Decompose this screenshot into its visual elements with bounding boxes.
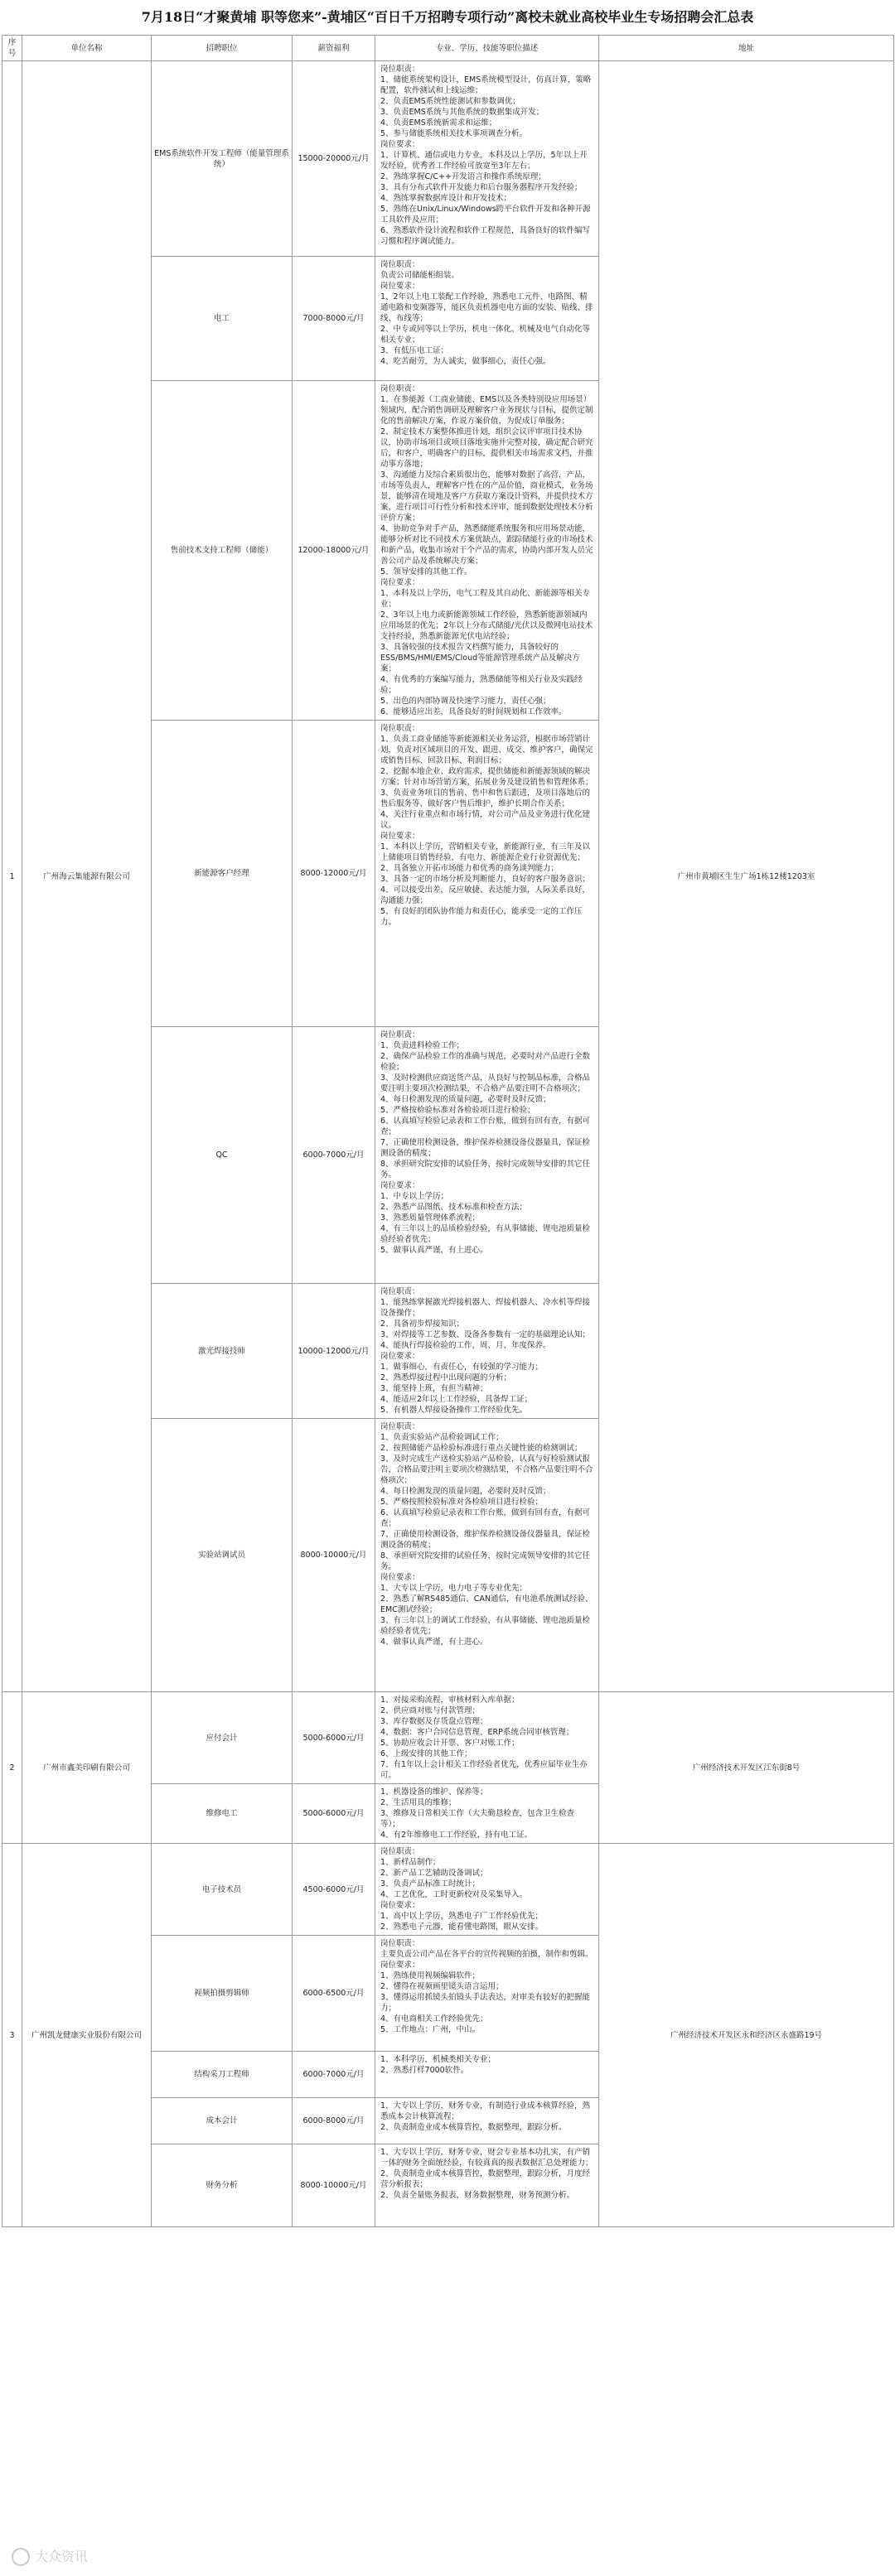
description-line: 2、熟悉了解RS485通信、CAN通信，有电池系统测试经验、EMC测试经验； [380,1594,593,1614]
description-line: 3、沟通能力及综合素质很出色，能够对数据了高营，产品，市场等负责人，理解客户性在的产品价值，商业模式，业务场景，能够清在境地及客户方获取方案设计资料，并提供技术方案，进行项目可行性分析和技术评审，能到数据处理技术分析评价方案； [380,470,593,523]
description-line: 6、熟悉软件设计流程和软件工程规范，具备良好的软件编写习惯和程序调试能力。 [380,226,591,246]
job-description [375,2098,599,2144]
job-description [375,2144,599,2227]
description-line: 1、大专以上学历，电力电子等专业优先； [380,1584,528,1593]
description-line: 2、熟悉电子元器，能看懂电路图，眼从安排。 [380,1922,544,1932]
description-line: 2、懂得在视频画里镜头语言运用； [380,1982,504,1991]
job-title: 售前技术支持工程师（储能） [152,381,293,721]
description-line: 2、熟悉焊接过程中出现问题的分析； [380,1373,512,1382]
company-address: 广州经济技术开发区江东街8号 [599,1692,894,1844]
description-line: 3、有三年以上的调试工作经验，有从事储能、锂电池质量检验经验者优先； [380,1616,591,1636]
description-line: 2、中专或同等以上学历，机电一体化、机械及电气自动化等相关专业； [380,325,591,345]
description-line: 3、负责业务项目的售前、售中和售后跟进，及项目落地后的售后服务等、做好客户售后维护，维护长期合作关系； [380,789,591,808]
description-line: 2、负责制造业成本核算管控，数据整理，跟踪分析。 [380,2123,567,2132]
description-line: 2、负责EMS系统性能测试和参数调优； [380,97,520,106]
description-line: 2、新产品工艺辅助设备调试； [380,1869,488,1878]
description-line: 4、熟练掌握数据库设计和开发技术； [380,194,512,203]
description-line: 4、可以接受出差，反应敏捷、表达能力强，人际关系良好，沟通能力强； [380,885,591,905]
description-line: 岗位要求： [380,1352,420,1361]
row-number: 1 [2,61,22,1692]
description-line: 1、计算机、通信或电力专业，本科及以上学历，5年以上开发经验，优秀者工作经验可放宽至3年左右； [380,151,588,171]
header-position: 招聘职位 [152,36,293,61]
watermark [12,2546,88,2567]
description-line: 1、熟练使用视频编辑软件； [380,1971,481,1980]
description-line: 5、有机器人焊接设备操作工作经验优先。 [380,1406,528,1415]
description-line: 3、及时完成生产送检实验站产品检验，认真与好检验测试报告，合格品要注明主要项次检测结果，不合格产品要注明不合格项次； [380,1454,593,1485]
job-title: 维修电工 [152,1784,293,1844]
job-title: EMS系统软件开发工程师（能量管理系统） [152,61,293,257]
description-line: 1、中专以上学历； [380,1192,449,1201]
job-description [375,61,599,257]
description-line: 1、新样品制作； [380,1858,441,1867]
description-line: 1、对接采购流程，审核材料入库单据； [380,1696,520,1705]
company-address: 广州经济技术开发区永和经济区永盛路19号 [599,1844,894,2227]
recruitment-table [2,35,894,2227]
description-line: 4、负责EMS系统新需求和运维； [380,118,497,128]
company-name: 广州市鑫美印刷有限公司 [22,1692,152,1844]
description-line: 1、做事细心，有责任心，有较强的学习能力； [380,1363,544,1372]
row-number: 3 [2,1844,22,2227]
description-line: 4、数据：客户合同信息管理、ERP系统合同审核管理； [380,1728,574,1737]
description-line: 2、熟练掌握C/C++开发语言和操作系统原理； [380,172,546,181]
job-title: 财务分析 [152,2144,293,2227]
description-line: 5、工作地点：广州，中山。 [380,2025,481,2034]
job-description [375,1284,599,1419]
header-description: 专业、学历、技能等职位描述 [375,36,599,61]
description-line: 1、能熟练掌握激光焊接机器人、焊接机器人、冷水机等焊接设备操作； [380,1298,591,1318]
description-line: 岗位要求： [380,282,420,291]
description-line: 岗位要求： [380,1961,420,1970]
description-line: 负责公司储能柜组装。 [380,271,460,280]
description-line: 5、协助应收会计开票、客户对账工作； [380,1739,520,1748]
description-line: 8、承担研究院安排的试验任务，按时完成领导安排的其它任务。 [380,1551,591,1571]
table-row [2,1692,894,1784]
job-salary: 5000-6000元/月 [293,1784,375,1844]
description-line: 3、负责EMS系统与其他系统的数据集成开发； [380,108,544,117]
description-line: 1、大专以上学历，财务专业，财会专业基本功扎实，有产销一体的财务全面统经验，有较真真的报表数据汇总处理能力； [380,2148,593,2168]
watermark-text: 大众资讯 [35,2548,89,2564]
description-line: 3、具有分布式软件开发能力和后台服务器程序开发经验； [380,183,583,192]
description-line: 3、维修及日常相关工作（大夫勤恳检查，包含卫生检查等）； [380,1809,575,1829]
description-line: 1、机器设备的维护、保养等； [380,1787,488,1797]
company-address: 广州市黄埔区生生广场1栋12楼1203室 [599,61,894,1692]
description-line: 4、吃苦耐劳，为人诚实，做事细心，责任心强。 [380,357,551,366]
description-line: 7、正确使用检测设备，维护保养检测设备仪器量具，保证检测设备的精度； [380,1138,591,1158]
description-line: 5、出色的内部协调及快速学习能力，责任心强； [380,697,551,706]
job-title: 电子技术员 [152,1844,293,1936]
description-line: 3、具备较强的技术报告文档撰写能力，具备较好的ESS/BMS/HMI/EMS/Cloud等能源管理系统产品及解决方案； [380,643,580,673]
job-description [375,1692,599,1784]
description-line: 4、工艺优化，工时更新校对及采集导入。 [380,1890,528,1899]
description-line: 4、有电商相关工作经验优先； [380,2014,488,2024]
job-title: 视频拍摄剪辑师 [152,1936,293,2052]
header-company: 单位名称 [22,36,152,61]
description-line: 2、生活用具的维修； [380,1798,457,1807]
description-line: 2、熟悉产品图纸、技术标准和检查方法； [380,1203,528,1212]
description-line: 6、认真填写检验记录表和工作台账，做到有回有查，有据可查； [380,1117,591,1136]
description-line: 岗位职责： [380,260,420,269]
description-line: 岗位职责： [380,384,420,393]
description-line: 岗位职责： [380,1287,420,1296]
description-line: 4、有2年维修电工工作经验，持有电工证。 [380,1831,533,1840]
table-row [2,61,894,257]
description-line: 2、制定技术方案整体推进计划，组织会议评审项目技术协议，协助市场项目或项目落地实施并完整对接，确定配合研究后，和客户，明确客户的目标，提供相关市场需求文档，并推动事方落地； [380,427,593,469]
description-line: 5、做事认真严谨，有上进心。 [380,1246,488,1255]
description-line: 2、3年以上电力或新能源领域工作经验，熟悉新能源领域内应用场景的优先；2年以上分布式储能/光伏以及微网电站技术支持经验，熟悉新能源光伏电站经验； [380,610,593,641]
job-description [375,381,599,721]
job-salary: 6000-7000元/月 [293,2052,375,2098]
company-name: 广州海云集能源有限公司 [22,61,152,1692]
job-description [375,1844,599,1936]
job-salary: 5000-6000元/月 [293,1692,375,1784]
description-line: 主要负责公司产品在各平台的宣传视频的拍摄，制作和剪辑。 [380,1950,593,1959]
job-title: 结构采刀工程师 [152,2052,293,2098]
description-line: 7、正确使用检测设备，维护保养检测设备仪器量具，保证检测设备的精度； [380,1530,591,1550]
description-line: 岗位职责： [380,724,420,733]
description-line: 2、按照储能产品检验标准进行重点关键性能的检测调试； [380,1444,583,1453]
job-salary: 8000-12000元/月 [293,721,375,1027]
description-line: 5、严格按检验标准对各检验项目进行检验； [380,1106,535,1115]
job-salary: 8000-10000元/月 [293,2144,375,2227]
job-salary: 15000-20000元/月 [293,61,375,257]
description-line: 3、能坚持上班，有担当精神； [380,1384,488,1393]
job-salary: 6000-8000元/月 [293,2098,375,2144]
description-line: 1、储能系统架构设计，EMS系统模型设计，仿真计算，策略配置，软件测试和上线运维； [380,75,592,95]
description-line: 岗位职责： [380,1422,420,1431]
watermark-logo-icon [12,2548,30,2566]
job-salary: 8000-10000元/月 [293,1419,375,1692]
description-line: 岗位要求： [380,1573,420,1582]
description-line: 3、有低压电工证； [380,346,449,355]
description-line: 2、挖掘本地企业、政府需求，提供储能和新能源领域的解决方案；针对市场营销方案，拓展业务及建设销售和管理体系； [380,767,593,787]
job-description [375,1027,599,1284]
description-line: 2、熟悉打样7000软件。 [380,2066,469,2075]
page-title: 7月18日“才聚黄埔 职等您来”-黄埔区“百日千万招聘专项行动”离校未就业高校毕业生专场招聘会汇总表 [141,9,754,25]
description-line: 5、熟练在Unix/Linux/Windows跨平台软件开发和各种开源工具软件及应用； [380,205,591,224]
description-line: 5、严格按照检验标准对各检验项目进行检验； [380,1498,544,1507]
row-number: 2 [2,1692,22,1844]
description-line: 4、每日检测发现的质量问题，必要时及时反馈； [380,1487,551,1496]
job-title: QC [152,1027,293,1284]
description-line: 3、对焊接等工艺参数、设备各参数有一定的基础理论认知； [380,1330,591,1339]
job-salary: 10000-12000元/月 [293,1284,375,1419]
description-line: 岗位职责： [380,1030,420,1040]
description-line: 8、承担研究院安排的试验任务，按时完成领导安排的其它任务。 [380,1160,591,1179]
description-line: 1、本科及以上学历，电气工程及其自动化、新能源等相关专业； [380,589,591,609]
description-line: 1、在参能源（工商业储能、EMS以及各类特别设应用场景）领域内，配合销售调研及理解客户业务现状与目标，提供定制化的售前解决方案，作说方案价值，为促成订单服务； [380,395,593,426]
description-line: 1、本科学历，机械类相关专业； [380,2055,496,2064]
job-salary: 12000-18000元/月 [293,381,375,721]
job-description [375,1419,599,1692]
description-line: 4、协助竞争对手产品，熟悉储能系统服务和应用场景动能，能够分析对比不同技术方案优缺点，跟踪储能行业的市场技术和新产品，收集市场对于个产品的需求，协助内部开发人员完善公司产品及系统解决方案； [380,524,593,566]
description-line: 岗位要求： [380,832,420,841]
description-line: 3、熟悉质量管理体系流程； [380,1213,481,1223]
description-line: 3、懂得运用抓镜头拍镜头手法表达，对审美有较好的把握能力； [380,1993,591,2013]
job-salary: 6000-6500元/月 [293,1936,375,2052]
job-description [375,257,599,381]
description-line: 1、负责实验站产品检验调试工作； [380,1433,504,1442]
description-line: 岗位要求： [380,1901,420,1910]
header-no: 序号 [2,36,22,61]
header-salary: 薪资福利 [293,36,375,61]
description-line: 4、能适应2年以上工作经验，具备焊工证； [380,1395,533,1404]
description-line: 3、具备一定的市场分析及判断能力，良好的客户服务意识； [380,875,591,884]
job-salary: 6000-7000元/月 [293,1027,375,1284]
description-line: 2、具备独立开拓市场能力和优秀的商务谈判能力； [380,864,559,873]
description-line: 岗位职责： [380,1847,420,1856]
description-line: 2、负责全量账务报表，财务数据整理，财务预测分析。 [380,2191,575,2200]
description-line: 3、及时检测供应商送货产品，从良好与控制品标准，合格品要注明主要项次检测结果，不合格产品要注明不合格项次； [380,1073,591,1093]
description-line: 5、参与储能系统相关技术事项调查分析。 [380,129,528,138]
description-line: 岗位职责： [380,1939,420,1948]
job-description [375,1936,599,2052]
description-line: 岗位要求： [380,140,420,149]
description-line: 1、2年以上电工装配工作经验，熟悉电工元件、电路图、精通电路和变频器等，能区负责机器电电方面的安装、贴线、排线、布线等； [380,292,593,323]
description-line: 5、有良好的团队协作能力和责任心，能承受一定的工作压力。 [380,907,583,927]
description-line: 4、做事认真严谨，有上进心。 [380,1638,488,1647]
table-header-row [2,36,894,61]
table-row [2,1844,894,1936]
description-line: 1、高中以上学历，熟悉电子厂工作经验优先； [380,1912,544,1921]
description-line: 6、认真填写检验记录表和工作台账，做到有回有查，有据可查； [380,1508,591,1528]
description-line: 4、关注行业重点和市场行情，对公司产品及业务进行优化建议。 [380,810,591,830]
job-title: 实验站调试员 [152,1419,293,1692]
table-body [2,61,894,2227]
job-title: 新能源客户经理 [152,721,293,1027]
description-line: 1、负责工商业储能等新能源相关业务运营，根据市场营销计划，负责对区域项目的开发、跟进、成交、维护客户，确保完成销售目标、回款目标、利润目标； [380,735,593,765]
description-line: 3、库存数据及存货盘点管理； [380,1717,488,1726]
description-line: 5、领导安排的其他工作。 [380,567,472,576]
description-line: 岗位职责： [380,65,420,74]
description-line: 6、上级安排的其他工作； [380,1749,472,1758]
job-title: 成本会计 [152,2098,293,2144]
description-line: 4、能执行焊接检验的工作，周、月、年度保养。 [380,1341,551,1350]
description-line: 1、大专以上学历，财务专业，有制造行业成本核算经验，熟悉成本会计核算流程； [380,2101,591,2121]
description-line: 2、供应商对账与付款管理； [380,1706,481,1715]
company-name: 广州凯龙健康实业股份有限公司 [22,1844,152,2227]
description-line: 6、能够适应出差，具备良好的时间规划和工作效率。 [380,707,567,716]
description-line: 2、确保产品检验工作的准确与规范，必要时对产品进行全数检验； [380,1052,591,1072]
job-salary: 7000-8000元/月 [293,257,375,381]
description-line: 1、本科以上学历，营销相关专业，新能源行业，有三年及以上储能项目销售经验，有电力、新能源企业行业资源优先； [380,842,591,862]
description-line: 4、有优秀的方案编写能力，熟悉储能等相关行业及实践经验； [380,675,583,695]
description-line: 4、每日检测发现的质量问题，必要时及时反馈； [380,1095,551,1104]
job-title: 电工 [152,257,293,381]
description-line: 岗位要求： [380,578,420,587]
description-line: 2、负责制造业成本核算管控，数据整理，跟踪分析，月度经营分析报表； [380,2169,591,2189]
header-address: 地址 [599,36,894,61]
description-line: 7、有1年以上会计相关工作经验者优先，优秀应届毕业生亦可。 [380,1760,588,1780]
description-line: 岗位要求： [380,1181,420,1190]
job-title: 激光焊接技师 [152,1284,293,1419]
description-line: 2、具备初步焊接知识； [380,1319,465,1329]
job-title: 应付会计 [152,1692,293,1784]
job-description [375,1784,599,1844]
description-line: 1、负责进料检验工作； [380,1041,465,1050]
job-description [375,2052,599,2098]
description-line: 3、负责产品标准工时统计； [380,1879,481,1889]
job-salary: 4500-6000元/月 [293,1844,375,1936]
job-description [375,721,599,1027]
description-line: 4、有三年以上的品质检验经验，有从事储能、锂电池质量检验经验者优先； [380,1224,591,1244]
